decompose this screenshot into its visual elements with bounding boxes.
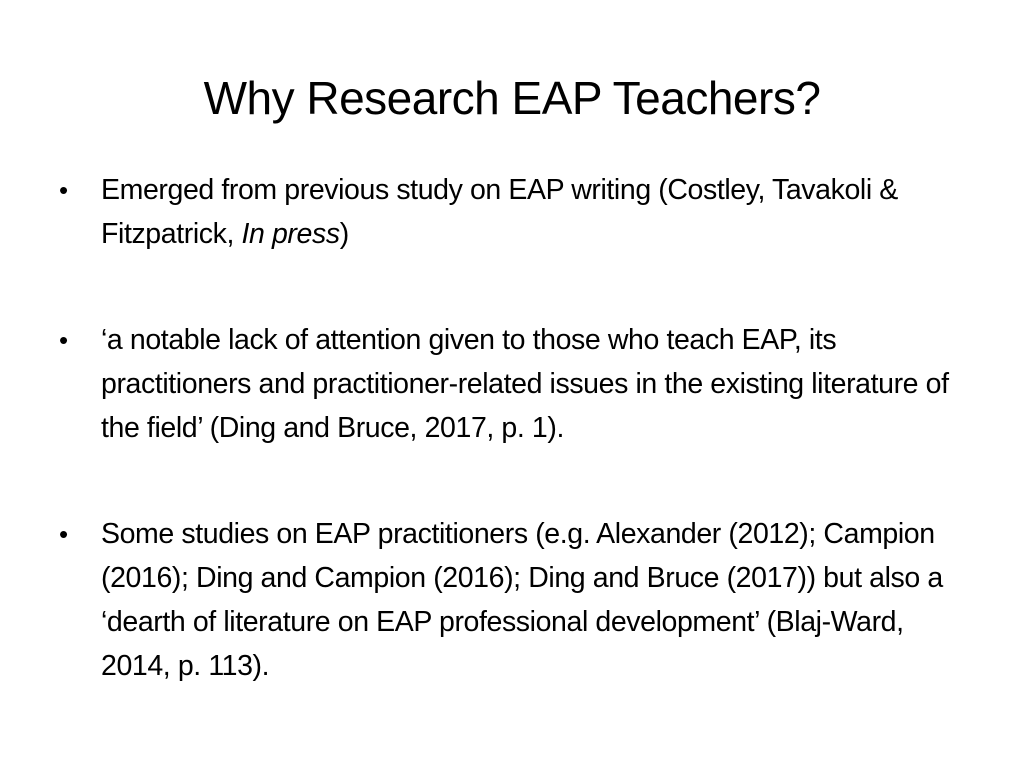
bullet-dot-icon: •: [59, 175, 68, 205]
slide-title: Why Research EAP Teachers?: [203, 72, 821, 124]
bullet-text-emphasis: In press: [241, 218, 340, 250]
bullet-item-origin: [55, 168, 975, 256]
bullet-text: ‘a notable lack of attention given to those who teach EAP, its practitioners and practitioner-related issues in the existing literature of the field’ (Ding and Bruce, 2017, p. 1).: [101, 324, 949, 444]
bullet-list: [55, 168, 975, 688]
bullet-dot-icon: •: [59, 519, 68, 549]
bullet-item-quote: [55, 318, 975, 450]
bullet-text: Some studies on EAP practitioners (e.g. Alexander (2012); Campion (2016); Ding and Campion (2016); Ding and Bruce (2017)) but also a ‘dearth of literature on EAP professional development’ (Blaj-Ward, 2014, p. 113).: [101, 518, 943, 682]
bullet-text-after: ): [339, 218, 349, 250]
bullet-text-before: Emerged from previous study on EAP writing (Costley, Tavakoli & Fitzpatrick,: [101, 174, 898, 250]
bullet-dot-icon: •: [59, 325, 68, 355]
bullet-item-studies: [55, 512, 975, 688]
